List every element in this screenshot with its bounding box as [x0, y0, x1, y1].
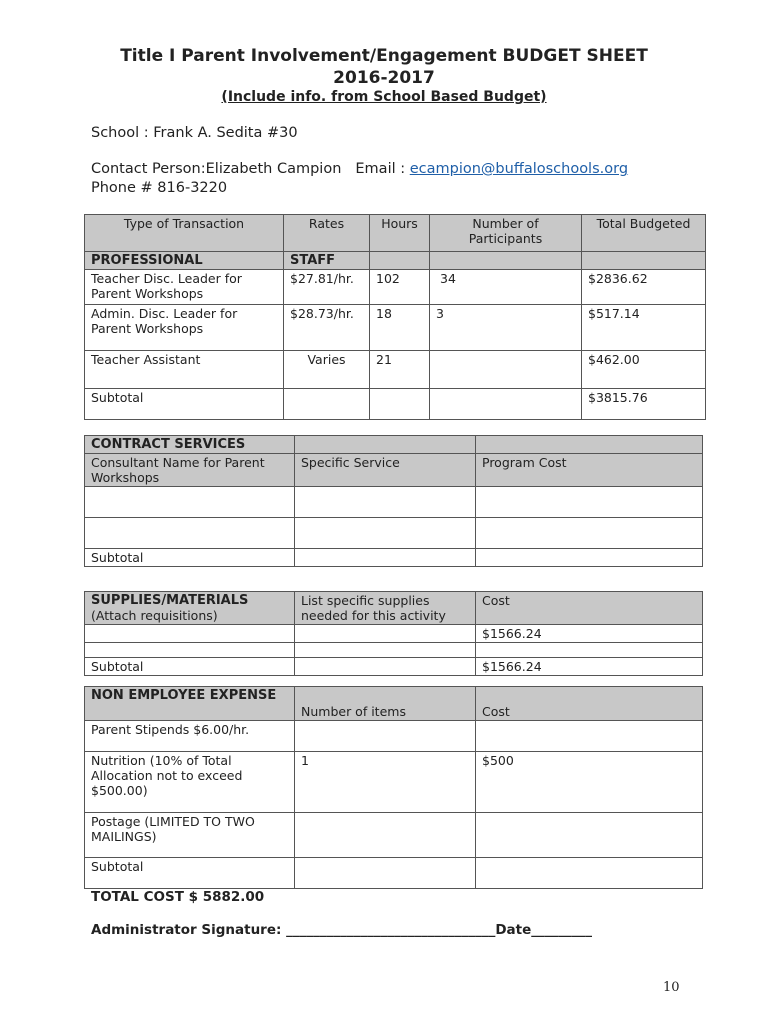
row-cost [476, 721, 703, 752]
col-header-type: Type of Transaction [85, 215, 284, 252]
row-total: $462.00 [582, 351, 706, 389]
contact-person: Contact Person:Elizabeth Campion [91, 161, 342, 177]
document-title: Title I Parent Involvement/Engagement BUDGET SHEET [120, 46, 648, 66]
subtotal-label: Subtotal [85, 658, 295, 676]
row-label: Postage (LIMITED TO TWO MAILINGS) [85, 813, 295, 858]
col-header-rates: Rates [284, 215, 370, 252]
administrator-signature-line: Administrator Signature: _______________________________Date_________ [91, 922, 593, 938]
row-cost [476, 813, 703, 858]
subtotal-value: $1566.24 [476, 658, 703, 676]
table-row [85, 643, 703, 658]
row-rate: $28.73/hr. [284, 305, 370, 351]
row-total: $517.14 [582, 305, 706, 351]
non-employee-expense-table [84, 686, 703, 889]
subtotal-label: Subtotal [85, 549, 295, 567]
col-header-hours: Hours [370, 215, 430, 252]
row-rate: Varies [284, 351, 370, 389]
section-label-staff: STAFF [284, 252, 370, 270]
table-row [85, 351, 706, 389]
subtotal-value: $3815.76 [582, 389, 706, 420]
row-type: Teacher Disc. Leader for Parent Workshops [85, 270, 284, 305]
page-number: 10 [663, 980, 680, 995]
row-items [295, 813, 476, 858]
col-header-items: Number of items [295, 687, 476, 721]
col-header-supplies-list: List specific supplies needed for this activity [295, 592, 476, 625]
table-row [85, 813, 703, 858]
row-total: $2836.62 [582, 270, 706, 305]
subtotal-label: Subtotal [85, 858, 295, 889]
row-cost: $1566.24 [476, 625, 703, 643]
row-type: Admin. Disc. Leader for Parent Workshops [85, 305, 284, 351]
phone-line: Phone # 816-3220 [91, 180, 228, 196]
col-header-total: Total Budgeted [582, 215, 706, 252]
non-employee-title: NON EMPLOYEE EXPENSE [85, 687, 295, 721]
table-row [85, 487, 703, 518]
subtotal-row [85, 858, 703, 889]
col-header-participants: Number of Participants [430, 215, 582, 252]
row-items [295, 721, 476, 752]
row-rate: $27.81/hr. [284, 270, 370, 305]
section-label-professional: PROFESSIONAL [85, 252, 284, 270]
col-header-cost: Cost [476, 687, 703, 721]
supplies-note: (Attach requisitions) [91, 608, 218, 623]
contract-services-title: CONTRACT SERVICES [85, 436, 295, 454]
total-cost: TOTAL COST $ 5882.00 [91, 889, 265, 905]
table-row [85, 518, 703, 549]
school-line: School : Frank A. Sedita #30 [91, 125, 298, 141]
table-row [85, 752, 703, 813]
row-cost: $500 [476, 752, 703, 813]
subtotal-row [85, 389, 706, 420]
row-type: Teacher Assistant [85, 351, 284, 389]
document-subtitle: (Include info. from School Based Budget) [221, 89, 547, 105]
row-participants: 3 [430, 305, 582, 351]
contact-line [91, 161, 628, 177]
row-participants [430, 351, 582, 389]
table-row [85, 270, 706, 305]
subtotal-label: Subtotal [85, 389, 284, 420]
row-label: Nutrition (10% of Total Allocation not to exceed $500.00) [85, 752, 295, 813]
row-hours: 21 [370, 351, 430, 389]
row-hours: 102 [370, 270, 430, 305]
row-items: 1 [295, 752, 476, 813]
row-hours: 18 [370, 305, 430, 351]
row-participants: 34 [430, 270, 582, 305]
contract-services-table [84, 435, 703, 567]
table-row [85, 721, 703, 752]
email-label: Email : [355, 161, 406, 177]
col-header-program-cost: Program Cost [476, 454, 703, 487]
supplies-title: SUPPLIES/MATERIALS [91, 593, 249, 608]
document-year: 2016-2017 [333, 68, 435, 88]
row-label: Parent Stipends $6.00/hr. [85, 721, 295, 752]
subtotal-row [85, 658, 703, 676]
table-row [85, 625, 703, 643]
email-link[interactable]: ecampion@buffaloschools.org [409, 161, 629, 177]
staff-table [84, 214, 706, 420]
table-row [85, 305, 706, 351]
subtotal-row [85, 549, 703, 567]
col-header-consultant: Consultant Name for Parent Workshops [85, 454, 295, 487]
col-header-service: Specific Service [295, 454, 476, 487]
supplies-table [84, 591, 703, 676]
supplies-title-cell [85, 592, 295, 625]
col-header-cost: Cost [476, 592, 703, 625]
